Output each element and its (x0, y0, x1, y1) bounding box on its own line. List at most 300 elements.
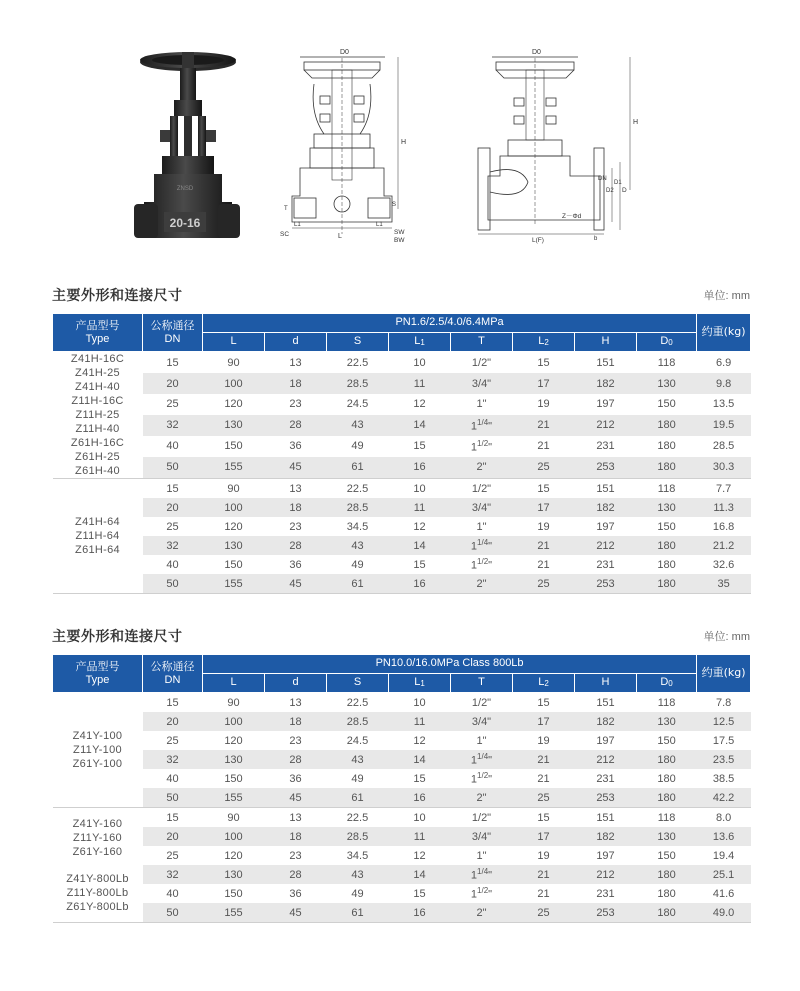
s-cell: 24.5 (346, 734, 369, 747)
t-fraction: 1/4 (477, 867, 489, 877)
dn-cell: 20 (143, 498, 203, 517)
l1-cell: 12 (413, 398, 426, 411)
table-row (53, 693, 751, 713)
d-cell: 13 (289, 811, 302, 824)
gate-valve-photo-graphic (130, 44, 242, 240)
t-cell: 2" (451, 574, 513, 594)
t-fraction: 1/2 (477, 439, 489, 449)
l2-cell: 21 (537, 558, 550, 571)
spec-table-2 (52, 654, 751, 923)
drawing-a-bw-label: BW (394, 237, 405, 244)
t-cell: 1" (476, 734, 487, 747)
dn-cell: 25 (166, 520, 179, 533)
s-cell: 61 (327, 788, 389, 808)
s-cell: 49 (351, 772, 364, 785)
col-header-s (327, 333, 389, 352)
l1-cell: 10 (413, 482, 426, 495)
l-cell: 120 (224, 734, 243, 747)
table-row (53, 457, 751, 479)
col-header-text: L2 (538, 676, 549, 689)
section-drawing-flanged (470, 44, 655, 244)
weight-cell: 30.3 (697, 457, 751, 479)
l2-cell: 21 (537, 772, 550, 785)
weight-header-text: 约重(kg) (701, 666, 746, 680)
weight-cell: 13.5 (712, 398, 735, 411)
d-cell: 36 (289, 887, 302, 900)
dn-header (143, 655, 203, 693)
drawing-a-sw-label: SW (394, 229, 405, 236)
s-cell: 34.5 (346, 849, 369, 862)
drawing-a-l-label: L (338, 233, 342, 240)
weight-cell: 38.5 (712, 772, 735, 785)
h-cell: 212 (575, 865, 637, 884)
col-header-text: T (478, 676, 485, 689)
dn-header-zh: 公称通径 (150, 318, 195, 332)
section-2-title: 主要外形和连接尺寸 (52, 629, 183, 645)
col-header-text: d (292, 335, 299, 348)
type-header (53, 314, 143, 352)
t-mark: " (488, 559, 493, 572)
t-cell (451, 555, 513, 574)
h-cell: 151 (596, 356, 615, 369)
l2-cell: 19 (537, 849, 550, 862)
l-cell: 90 (227, 696, 240, 709)
s-cell: 49 (351, 440, 364, 453)
col-header-d0 (637, 333, 697, 352)
l2-cell: 17 (513, 712, 575, 731)
d-cell: 45 (265, 903, 327, 923)
l2-cell: 19 (537, 734, 550, 747)
l-cell: 155 (203, 574, 265, 594)
t-mark: " (488, 540, 493, 553)
h-cell: 253 (575, 788, 637, 808)
type-code: Z41H-25 (75, 367, 120, 379)
col-header-text: L (230, 335, 237, 348)
l-cell: 100 (203, 373, 265, 394)
h-cell: 197 (596, 398, 615, 411)
l2-cell: 17 (513, 498, 575, 517)
dn-cell: 50 (143, 788, 203, 808)
t-mark: " (488, 420, 493, 433)
d-cell: 45 (265, 788, 327, 808)
t-cell: 3/4" (451, 712, 513, 731)
table-row (53, 479, 751, 499)
d-cell: 18 (265, 712, 327, 731)
dn-cell: 32 (143, 415, 203, 436)
col-header-text: S (353, 676, 362, 689)
d-cell: 28 (265, 865, 327, 884)
l-cell: 130 (203, 536, 265, 555)
table-row (53, 884, 751, 903)
type-code: Z11Y-100 (73, 744, 122, 756)
h-cell: 197 (596, 849, 615, 862)
s-cell: 28.5 (327, 712, 389, 731)
col-header-text: S (353, 335, 362, 348)
table-row (53, 865, 751, 884)
t-whole: 1 (470, 540, 478, 553)
d-cell: 18 (265, 498, 327, 517)
type-header-zh: 产品型号 (75, 659, 120, 673)
pressure-header (203, 655, 697, 674)
type-code: Z11H-16C (71, 395, 124, 407)
l2-cell: 21 (513, 415, 575, 436)
l-cell: 120 (224, 398, 243, 411)
drawing-b-z-label: Z－Φd (562, 213, 582, 220)
t-fraction: 1/2 (477, 771, 489, 781)
t-cell: 1" (476, 398, 487, 411)
drawing-b-d2-label: D2 (606, 188, 614, 194)
s-cell: 28.5 (327, 827, 389, 846)
l-cell: 100 (203, 712, 265, 731)
d-cell: 13 (289, 356, 302, 369)
t-fraction: 1/4 (477, 752, 489, 762)
h-cell: 151 (596, 811, 615, 824)
type-header-en: Type (85, 333, 110, 345)
h-cell: 182 (575, 498, 637, 517)
weight-cell: 41.6 (712, 887, 735, 900)
h-cell: 182 (575, 827, 637, 846)
dn-cell: 40 (166, 558, 179, 571)
section-2-header (52, 626, 750, 646)
l2-cell: 25 (513, 457, 575, 479)
table-row (53, 352, 751, 374)
l2-cell: 21 (513, 536, 575, 555)
type-code: Z61H-25 (75, 451, 120, 463)
dn-header (143, 314, 203, 352)
type-cell (53, 808, 143, 923)
col-header-h (575, 333, 637, 352)
col-header-text: D0 (660, 335, 673, 348)
d0-cell: 130 (637, 498, 697, 517)
table-row (53, 555, 751, 574)
l1-cell: 14 (389, 865, 451, 884)
type-header-en: Type (85, 674, 110, 686)
spec-table-1 (52, 313, 751, 594)
l2-cell: 15 (537, 696, 550, 709)
t-mark: " (488, 773, 493, 786)
t-mark: " (488, 754, 493, 767)
l2-cell: 21 (513, 865, 575, 884)
d-cell: 28 (265, 750, 327, 769)
t-whole: 1 (470, 754, 478, 767)
weight-header (697, 314, 751, 352)
t-fraction: 1/4 (477, 418, 489, 428)
l1-cell: 16 (389, 457, 451, 479)
t-cell: 1" (476, 520, 487, 533)
table-row (53, 574, 751, 594)
table-row (53, 394, 751, 415)
t-cell (451, 536, 513, 555)
dn-cell: 50 (143, 457, 203, 479)
weight-cell: 13.6 (697, 827, 751, 846)
l2-cell: 17 (513, 827, 575, 846)
d-cell: 23 (289, 849, 302, 862)
d-cell: 18 (265, 373, 327, 394)
l-cell: 155 (203, 788, 265, 808)
pressure-header (203, 314, 697, 333)
type-code: Z41Y-160 (72, 817, 123, 830)
type-code: Z61H-64 (75, 544, 120, 556)
type-header (53, 655, 143, 693)
l1-cell: 11 (389, 498, 451, 517)
l-cell: 90 (227, 356, 240, 369)
h-cell: 231 (596, 772, 615, 785)
d0-cell: 150 (657, 849, 676, 862)
l1-cell: 15 (413, 887, 426, 900)
s-cell: 28.5 (327, 373, 389, 394)
t-cell: 1/2" (471, 811, 492, 824)
flanged-drawing-graphic (470, 44, 655, 244)
drawing-b-h-label: H (633, 119, 639, 126)
dn-cell: 40 (166, 440, 179, 453)
table-row (53, 731, 751, 750)
h-cell: 182 (575, 373, 637, 394)
dn-cell: 25 (166, 734, 179, 747)
d0-cell: 130 (637, 827, 697, 846)
col-header-d0 (637, 674, 697, 693)
s-cell: 22.5 (346, 811, 369, 824)
table-row (53, 808, 751, 828)
drawing-b-d1-label: D1 (614, 180, 622, 186)
h-cell: 212 (575, 536, 637, 555)
s-cell: 49 (351, 558, 364, 571)
s-cell: 22.5 (346, 482, 369, 495)
section-drawing-socket-weld (280, 44, 430, 244)
table-row (53, 517, 751, 536)
l2-cell: 19 (537, 520, 550, 533)
s-cell: 49 (351, 887, 364, 900)
dn-cell: 50 (143, 903, 203, 923)
d-cell: 36 (289, 558, 302, 571)
l2-cell: 17 (513, 373, 575, 394)
d-cell: 18 (265, 827, 327, 846)
d-cell: 23 (289, 734, 302, 747)
d0-cell: 180 (637, 903, 697, 923)
l-cell: 155 (203, 903, 265, 923)
t-whole: 1 (470, 773, 478, 786)
table-row (53, 750, 751, 769)
d-cell: 45 (265, 574, 327, 594)
l2-cell: 15 (537, 811, 550, 824)
l1-cell: 11 (389, 712, 451, 731)
d-cell: 23 (289, 520, 302, 533)
d0-cell: 180 (657, 558, 676, 571)
dn-cell: 20 (143, 712, 203, 731)
l-cell: 150 (224, 558, 243, 571)
dn-cell: 20 (143, 827, 203, 846)
type-header-zh: 产品型号 (75, 318, 120, 332)
d0-cell: 118 (657, 482, 676, 495)
col-header-l1 (389, 674, 451, 693)
d0-cell: 180 (637, 415, 697, 436)
t-cell: 1/2" (471, 356, 492, 369)
s-cell: 43 (327, 750, 389, 769)
t-cell: 3/4" (451, 373, 513, 394)
l2-cell: 15 (537, 356, 550, 369)
l1-cell: 10 (413, 356, 426, 369)
d0-cell: 118 (657, 696, 676, 709)
type-cell (53, 479, 143, 594)
l2-cell: 25 (513, 574, 575, 594)
d0-cell: 150 (657, 734, 676, 747)
d0-cell: 180 (657, 887, 676, 900)
t-cell (451, 436, 513, 457)
col-header-d (265, 674, 327, 693)
valve-product-photo (130, 44, 242, 240)
l2-cell: 21 (537, 887, 550, 900)
type-code: Z41H-40 (75, 381, 120, 393)
weight-cell: 23.5 (697, 750, 751, 769)
table-row (53, 712, 751, 731)
t-cell: 2" (451, 457, 513, 479)
d-cell: 13 (289, 696, 302, 709)
t-whole: 1 (470, 869, 478, 882)
weight-header-text: 约重(kg) (701, 325, 746, 339)
l1-cell: 10 (413, 811, 426, 824)
drawing-a-l1-right-label: L1 (376, 222, 383, 228)
weight-cell: 11.3 (697, 498, 751, 517)
socket-weld-drawing-graphic (280, 44, 430, 244)
t-fraction: 1/2 (477, 886, 489, 896)
l1-cell: 15 (413, 558, 426, 571)
table-row (53, 436, 751, 457)
t-cell (451, 769, 513, 788)
weight-cell: 9.8 (697, 373, 751, 394)
t-whole: 1 (470, 420, 478, 433)
table-row (53, 846, 751, 865)
d0-cell: 180 (637, 865, 697, 884)
col-header-s (327, 674, 389, 693)
h-cell: 151 (596, 482, 615, 495)
s-cell: 61 (327, 574, 389, 594)
col-header-text: L1 (414, 676, 425, 689)
dn-cell: 15 (166, 482, 179, 495)
l-cell: 130 (203, 750, 265, 769)
d0-cell: 150 (657, 520, 676, 533)
col-header-d (265, 333, 327, 352)
t-fraction: 1/2 (477, 557, 489, 567)
l1-cell: 10 (413, 696, 426, 709)
l2-cell: 25 (513, 788, 575, 808)
s-cell: 43 (327, 865, 389, 884)
h-cell: 212 (575, 750, 637, 769)
pressure-header-text: PN10.0/16.0MPa Class 800Lb (375, 657, 524, 670)
col-header-l2 (513, 333, 575, 352)
l-cell: 150 (224, 887, 243, 900)
col-header-text: T (478, 335, 485, 348)
h-cell: 182 (575, 712, 637, 731)
s-cell: 28.5 (327, 498, 389, 517)
h-cell: 253 (575, 903, 637, 923)
weight-cell: 6.9 (715, 356, 732, 369)
l1-cell: 15 (413, 772, 426, 785)
t-cell: 2" (451, 788, 513, 808)
t-cell (451, 750, 513, 769)
l1-cell: 14 (389, 415, 451, 436)
l-cell: 120 (224, 849, 243, 862)
t-whole: 1 (470, 888, 478, 901)
type-code: Z11Y-160 (73, 831, 122, 844)
h-cell: 212 (575, 415, 637, 436)
pressure-header-text: PN1.6/2.5/4.0/6.4MPa (395, 316, 504, 329)
drawing-a-l1-left-label: L1 (294, 222, 301, 228)
l1-cell: 12 (413, 849, 426, 862)
t-whole: 1 (470, 441, 478, 454)
h-cell: 231 (596, 887, 615, 900)
s-cell: 34.5 (346, 520, 369, 533)
t-fraction: 1/4 (477, 538, 489, 548)
col-header-l (203, 333, 265, 352)
l1-cell: 11 (389, 827, 451, 846)
type-code: Z41Y-100 (72, 730, 123, 742)
dn-header-en: DN (164, 333, 181, 345)
l1-cell: 14 (389, 536, 451, 555)
l2-cell: 21 (537, 440, 550, 453)
dn-cell: 40 (166, 772, 179, 785)
t-cell: 3/4" (451, 498, 513, 517)
l-cell: 90 (227, 482, 240, 495)
weight-cell: 8.0 (715, 811, 732, 824)
weight-cell: 17.5 (712, 734, 735, 747)
type-code: Z11H-40 (75, 423, 120, 435)
s-cell: 24.5 (346, 398, 369, 411)
table-row (53, 903, 751, 923)
s-cell: 22.5 (346, 356, 369, 369)
l-cell: 150 (224, 772, 243, 785)
col-header-l2 (513, 674, 575, 693)
l-cell: 100 (203, 498, 265, 517)
photo-marking-text: 20-16 (169, 216, 201, 230)
drawing-a-d0-label: D0 (340, 49, 349, 56)
d0-cell: 180 (637, 574, 697, 594)
t-cell: 1" (476, 849, 487, 862)
table-row (53, 788, 751, 808)
s-cell: 43 (327, 536, 389, 555)
t-cell: 1/2" (471, 482, 492, 495)
weight-cell: 42.2 (697, 788, 751, 808)
dn-cell: 32 (143, 865, 203, 884)
t-whole: 1 (470, 559, 478, 572)
t-cell (451, 865, 513, 884)
table-row (53, 827, 751, 846)
weight-cell: 21.2 (697, 536, 751, 555)
l-cell: 120 (224, 520, 243, 533)
type-code: Z41H-16C (70, 353, 125, 365)
t-mark: " (488, 441, 493, 454)
type-code: Z11Y-800Lb (66, 886, 129, 899)
t-mark: " (488, 869, 493, 882)
type-code: Z61Y-800Lb (66, 900, 129, 913)
dn-cell: 15 (166, 356, 179, 369)
type-code (53, 859, 143, 872)
weight-cell: 7.7 (715, 482, 732, 495)
type-code: Z61Y-160 (72, 845, 123, 858)
d-cell: 28 (265, 415, 327, 436)
weight-cell: 28.5 (712, 440, 735, 453)
h-cell: 197 (596, 520, 615, 533)
l-cell: 130 (203, 865, 265, 884)
d-cell: 45 (265, 457, 327, 479)
dn-cell: 32 (143, 536, 203, 555)
type-code: Z61Y-100 (72, 758, 123, 770)
d0-cell: 130 (637, 712, 697, 731)
h-cell: 231 (596, 558, 615, 571)
dn-cell: 15 (166, 696, 179, 709)
col-header-text: L (230, 676, 237, 689)
drawing-b-b-label: b (594, 236, 598, 242)
d0-cell: 180 (657, 772, 676, 785)
col-header-text: H (601, 335, 610, 348)
